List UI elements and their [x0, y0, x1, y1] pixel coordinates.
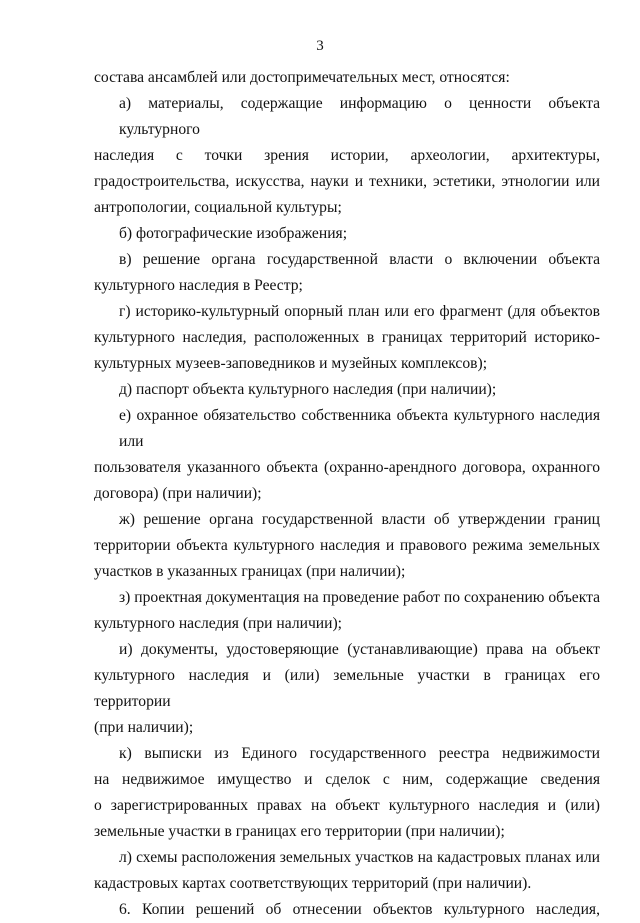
text-line: на недвижимое имущество и сделок с ним, содержащие сведения [94, 771, 600, 788]
paragraph-item-g [94, 299, 600, 377]
paragraph-item-b [94, 221, 600, 247]
paragraph-item-i [94, 637, 600, 741]
paragraph-item-zh [94, 507, 600, 585]
text-line: культурного наследия (при наличии); [94, 615, 343, 632]
text-line: з) проектная документация на проведение работ по сохранению объекта [119, 589, 600, 606]
text-line: к) выписки из Единого государственного реестра недвижимости [119, 745, 600, 762]
text-line: градостроительства, искусства, науки и техники, эстетики, этнологии или [94, 173, 600, 190]
text-line: антропологии, социальной культуры; [94, 199, 342, 216]
text-line: культурного наследия и (или) земельные участки в границах его территории [94, 667, 600, 710]
text-line: культурного наследия в Реестр; [94, 277, 303, 294]
text-line: договора) (при наличии); [94, 485, 262, 502]
text-line: наследия с точки зрения истории, археологии, архитектуры, [94, 147, 600, 164]
text-line: кадастровых картах соответствующих территорий (при наличии). [94, 875, 532, 892]
text-line: культурных музеев-заповедников и музейных комплексов); [94, 355, 488, 372]
text-line: е) охранное обязательство собственника объекта культурного наследия или [119, 407, 600, 450]
paragraph-point-6 [94, 897, 600, 923]
text-line: 6. Копии решений об отнесении объектов культурного наследия, [119, 901, 600, 918]
paragraph-item-v [94, 247, 600, 299]
paragraph-item-k [94, 741, 600, 845]
text-line: земельные участки в границах его территории (при наличии); [94, 823, 505, 840]
text-line: д) паспорт объекта культурного наследия (при наличии); [119, 381, 497, 398]
text-line: территории объекта культурного наследия и правового режима земельных [94, 537, 600, 554]
paragraph-item-z [94, 585, 600, 637]
text-line: участков в указанных границах (при наличии); [94, 563, 406, 580]
text-line: б) фотографические изображения; [119, 225, 348, 242]
text-line: л) схемы расположения земельных участков на кадастровых планах или [119, 849, 600, 866]
text-line: ж) решение органа государственной власти об утверждении границ [119, 511, 600, 528]
text-line: и) документы, удостоверяющие (устанавливающие) права на объект [119, 641, 600, 658]
text-line: в) решение органа государственной власти о включении объекта [119, 251, 600, 268]
paragraph-item-d [94, 377, 600, 403]
paragraph-item-e [94, 403, 600, 507]
text-line: (при наличии); [94, 719, 194, 736]
text-line: культурного наследия, расположенных в границах территорий историко- [94, 329, 600, 346]
text-line: г) историко-культурный опорный план или его фрагмент (для объектов [119, 303, 600, 320]
paragraph-continuation [94, 65, 600, 91]
document-body [94, 65, 600, 923]
text-line: пользователя указанного объекта (охранно-арендного договора, охранного [94, 459, 600, 476]
paragraph-item-l [94, 845, 600, 897]
text-line: о зарегистрированных правах на объект культурного наследия и (или) [94, 797, 600, 814]
page-number: 3 [316, 38, 324, 54]
text-line: а) материалы, содержащие информацию о ценности объекта культурного [119, 95, 600, 138]
text-line: состава ансамблей или достопримечательных мест, относятся: [94, 69, 510, 86]
paragraph-item-a [94, 91, 600, 221]
